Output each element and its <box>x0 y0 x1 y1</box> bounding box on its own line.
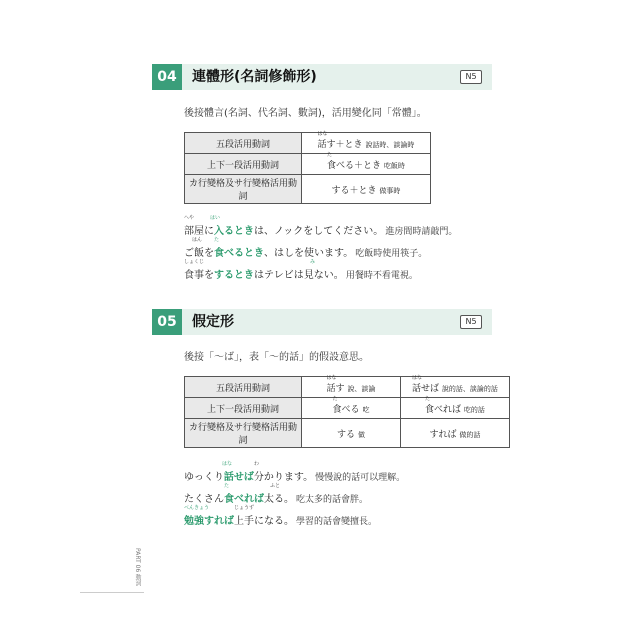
verb-type-label: カ行變格及サ行變格活用動詞 <box>185 419 302 448</box>
conditional-form-cell <box>401 395 510 419</box>
furigana: はな <box>326 374 337 381</box>
example-pre: ゆっくり <box>184 472 224 483</box>
meaning: 做事時 <box>379 186 401 195</box>
table-row <box>185 175 431 204</box>
example-pre: ご飯を <box>184 248 214 259</box>
section-title: 假定形 <box>192 314 234 330</box>
table-row <box>185 419 510 448</box>
table-row <box>185 133 431 154</box>
table-row <box>185 398 510 419</box>
example-translation: 吃飯時使用筷子。 <box>355 249 428 259</box>
base-form: 食べる <box>332 404 360 415</box>
conditional-form-cell <box>401 374 510 398</box>
section-05-header <box>152 309 492 335</box>
example-pre: 部屋に <box>184 226 214 237</box>
verb-type-label: 五段活用動詞 <box>185 377 302 398</box>
section-04-intro: 後接體言(名詞、代名詞、數詞)，活用變化同「常體」。 <box>184 108 427 119</box>
furigana: み <box>310 259 316 265</box>
table-row <box>185 154 431 175</box>
section-04-header <box>152 64 492 90</box>
furigana: へや <box>184 215 195 221</box>
example-translation: 學習的話會變擅長。 <box>296 517 378 527</box>
conditional-form: 話せば <box>412 383 440 394</box>
furigana: た <box>332 395 338 402</box>
furigana: はな <box>317 130 328 137</box>
section-05-table <box>184 376 510 448</box>
furigana: じょうず <box>234 505 255 511</box>
conditional-meaning: 說的話、談論的話 <box>441 384 498 393</box>
base-meaning: 說、談論 <box>347 384 376 393</box>
section-04-table <box>184 132 431 204</box>
example-post: 、はしを使います。 <box>264 248 354 259</box>
furigana: た <box>224 483 230 489</box>
example-sentence <box>184 461 406 483</box>
example-post: 上手になる。 <box>234 516 294 527</box>
form: する＋とき <box>331 185 377 196</box>
furigana: た <box>425 395 431 402</box>
furigana: はな <box>222 461 233 467</box>
verb-type-label: 上下一段活用動詞 <box>185 398 302 419</box>
base-form: する <box>337 429 356 440</box>
example-highlight: 話せば <box>223 472 254 483</box>
level-badge: N5 <box>460 70 482 84</box>
conditional-meaning: 做的話 <box>459 430 481 439</box>
example-translation: 用餐時不看電視。 <box>345 271 418 281</box>
conditional-form: 食べれば <box>425 404 462 415</box>
conditional-form: すれば <box>429 429 457 440</box>
level-badge: N5 <box>460 315 482 329</box>
example-highlight: 食べるとき <box>214 248 264 259</box>
section-title: 連體形(名詞修飾形) <box>192 69 317 85</box>
base-form-cell <box>302 419 401 448</box>
example-translation: 進房間時請敲門。 <box>385 227 458 237</box>
furigana: た <box>214 237 220 243</box>
conjugation-cell <box>302 175 431 204</box>
base-form: 話す <box>326 383 345 394</box>
conjugation-cell <box>302 151 431 175</box>
section-number: 05 <box>152 309 182 335</box>
base-meaning: 做 <box>357 430 365 439</box>
verb-type-label: 五段活用動詞 <box>185 133 302 154</box>
example-highlight: 入るとき <box>214 226 254 237</box>
meaning: 吃飯時 <box>383 161 405 170</box>
furigana: はな <box>412 374 423 381</box>
furigana: ふと <box>270 483 281 489</box>
furigana: べんきょう <box>184 505 210 511</box>
example-sentence <box>184 483 369 505</box>
verb-type-label: 上下一段活用動詞 <box>185 154 302 175</box>
example-pre: たくさん <box>184 494 224 505</box>
furigana: はい <box>210 215 221 221</box>
base-meaning: 吃 <box>362 405 370 414</box>
form: 話す＋とき <box>317 139 363 150</box>
divider <box>80 592 144 593</box>
base-form-cell <box>302 374 401 398</box>
meaning: 說話時、談論時 <box>365 140 415 149</box>
example-highlight: するとき <box>214 270 254 281</box>
example-post: は、ノックをしてください。 <box>254 226 384 237</box>
section-05-intro: 後接「～ば」，表「～的話」的假設意思。 <box>184 352 369 363</box>
furigana: しょくじ <box>184 259 205 265</box>
example-highlight: 勉強すれば <box>184 516 234 527</box>
table-row <box>185 377 510 398</box>
furigana: はん <box>192 237 203 243</box>
example-sentence <box>184 259 418 281</box>
base-form-cell <box>302 395 401 419</box>
example-sentence <box>184 237 428 259</box>
example-translation: 吃太多的話會胖。 <box>296 495 369 505</box>
example-highlight: 食べれば <box>224 494 264 505</box>
furigana: た <box>327 151 333 158</box>
form: 食べる＋とき <box>327 160 382 171</box>
example-translation: 慢慢說的話可以理解。 <box>315 473 406 483</box>
example-sentence <box>184 505 378 527</box>
example-post: はテレビは見ない。 <box>254 270 344 281</box>
example-sentence <box>184 215 458 237</box>
example-pre: 食事を <box>184 270 214 281</box>
conditional-form-cell <box>401 419 510 448</box>
conditional-meaning: 吃的話 <box>463 405 485 414</box>
example-post: 太る。 <box>264 494 294 505</box>
side-chapter-label: PART 06 動詞 <box>134 548 141 587</box>
section-number: 04 <box>152 64 182 90</box>
furigana: わ <box>254 461 260 467</box>
conjugation-cell <box>302 130 431 154</box>
example-post: 分かります。 <box>253 472 314 483</box>
verb-type-label: カ行變格及サ行變格活用動詞 <box>185 175 302 204</box>
